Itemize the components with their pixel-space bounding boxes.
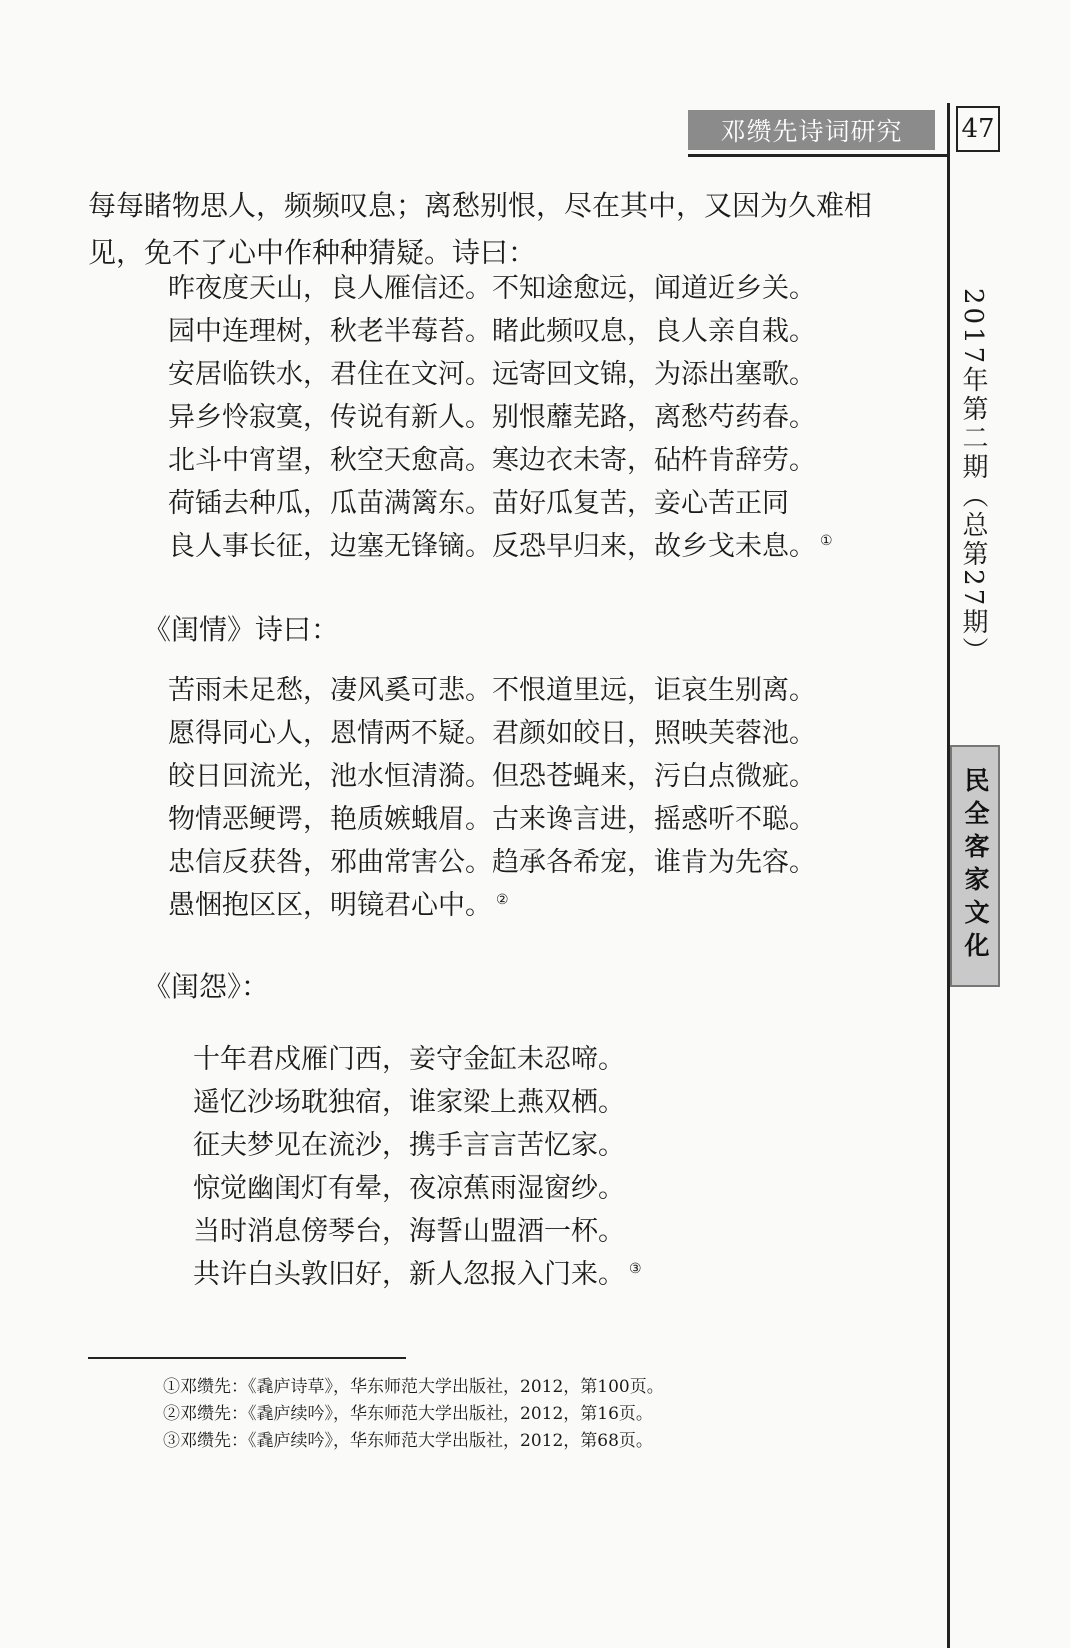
poem2-line: 物情恶鲠谔，艳质嫉蛾眉。古来谗言进，摇惑听不聪。	[168, 804, 816, 835]
poem3-line: 遥忆沙场耽独宿，谁家梁上燕双栖。	[193, 1087, 625, 1118]
poem1-line-text: 良人事长征，边塞无锋镝。反恐早归来，故乡戈未息。	[168, 531, 816, 562]
poem1-line: 荷锸去种瓜，瓜苗满篱东。苗好瓜复苦，妾心苦正同	[168, 488, 789, 519]
poem2-line: 皎日回流光，池水恒清漪。但恐苍蝇来，污白点微疵。	[168, 761, 816, 792]
poem3-heading: 《闺怨》：	[143, 970, 270, 1003]
footnote: ③邓缵先：《毳庐续吟》，华东师范大学出版社，2012，第68页。	[163, 1431, 653, 1451]
footnote-ref-2: ②	[496, 892, 509, 908]
issue-label: 2017年第二期（总第27期）	[958, 288, 988, 667]
poem1-last-line	[168, 524, 833, 563]
poem1-line: 园中连理树，秋老半莓苔。睹此频叹息，良人亲自栽。	[168, 316, 816, 347]
poem2-line: 忠信反获咎，邪曲常害公。趋承各希宠，谁肯为先容。	[168, 847, 816, 878]
poem1-line: 安居临铁水，君住在文河。远寄回文锦，为添出塞歌。	[168, 359, 816, 390]
footnote-ref-3: ③	[629, 1261, 642, 1277]
poem2-last-line	[168, 883, 509, 922]
poem2-line: 苦雨未足愁，凄风奚可悲。不恨道里远，讵哀生别离。	[168, 675, 816, 706]
poem1-line: 异乡怜寂寞，传说有新人。别恨蘼芜路，离愁芍药春。	[168, 402, 816, 433]
poem1-line: 北斗中宵望，秋空天愈高。寒边衣未寄，砧杵肯辞劳。	[168, 445, 816, 476]
poem3-line-text: 共许白头敦旧好，新人忽报入门来。	[193, 1259, 625, 1290]
footnote: ②邓缵先：《毳庐续吟》，华东师范大学出版社，2012，第16页。	[163, 1404, 653, 1424]
footnote-ref-1: ①	[820, 533, 833, 549]
poem3-line: 当时消息傍琴台，海誓山盟酒一杯。	[193, 1216, 625, 1247]
journal-banner	[950, 745, 1000, 987]
poem2-line: 愿得同心人，恩情两不疑。君颜如皎日，照映芙蓉池。	[168, 718, 816, 749]
poem3-line: 征夫梦见在流沙，携手言言苦忆家。	[193, 1130, 625, 1161]
footnote: ①邓缵先：《毳庐诗草》，华东师范大学出版社，2012，第100页。	[163, 1377, 664, 1397]
poem3-line: 十年君戍雁门西，妾守金缸未忍啼。	[193, 1044, 625, 1075]
page-number: 47	[956, 106, 1000, 152]
header-rule	[688, 154, 950, 157]
intro-paragraph: 每每睹物思人，频频叹息；离愁别恨，尽在其中，又因为久难相见，免不了心中作种种猜疑。诗曰：	[88, 189, 873, 269]
poem2-heading: 《闺情》诗曰：	[143, 613, 340, 646]
poem3-line: 惊觉幽闺灯有晕，夜凉蕉雨湿窗纱。	[193, 1173, 625, 1204]
poem2-line-text: 愚悃抱区区，明镜君心中。	[168, 890, 492, 921]
poem3-last-line	[193, 1252, 642, 1291]
banner-calligraphy: 民全客家文化	[961, 767, 990, 965]
poem1-line: 昨夜度天山，良人雁信还。不知途愈远，闻道近乡关。	[168, 273, 816, 304]
running-header-title: 邓缵先诗词研究	[688, 110, 935, 150]
footnote-rule	[88, 1357, 406, 1359]
